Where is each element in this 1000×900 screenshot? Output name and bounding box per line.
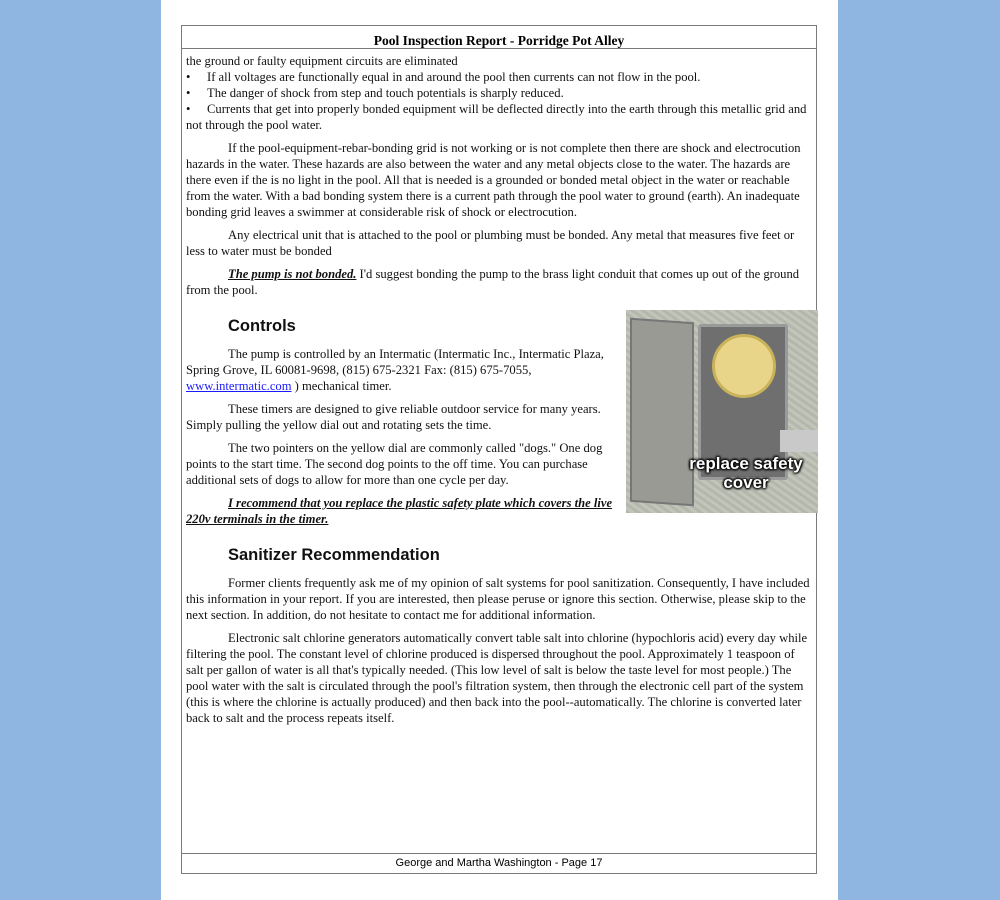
- timer-maker-text: The pump is controlled by an Intermatic (Intermatic Inc., Intermatic Plaza, Spring Grove, IL 60081-9698, (815) 675-2321 Fax: (815) 675-7055,: [186, 347, 604, 377]
- controls-section: [186, 316, 814, 527]
- timer-photo: [626, 310, 818, 513]
- pump-bonding-suggestion: I'd suggest bonding the pump to the brass light conduit that comes up out of the ground from the pool.: [186, 267, 800, 297]
- bullet-text: If all voltages are functionally equal in and around the pool then currents can not flow in the pool.: [207, 70, 701, 84]
- bullet-text: Currents that get into properly bonded equipment will be deflected directly into the earth through this metallic grid and not through the pool water.: [186, 102, 807, 132]
- bullet-symbol: •: [186, 102, 191, 116]
- safety-plate-recommendation: I recommend that you replace the plastic safety plate which covers the live 220v terminals in the timer.: [186, 496, 613, 526]
- bullet-text: The danger of shock from step and touch potentials is sharply reduced.: [207, 86, 564, 100]
- report-body: [186, 53, 814, 733]
- bullet-symbol: •: [186, 86, 191, 100]
- yellow-dial: [712, 334, 776, 398]
- document-page: [161, 0, 838, 900]
- bullet-symbol: •: [186, 70, 191, 84]
- page-header: Pool Inspection Report - Porridge Pot Alley: [182, 26, 816, 49]
- intro-line: the ground or faulty equipment circuits are eliminated: [186, 54, 458, 68]
- page-frame: [181, 25, 817, 874]
- bonding-paragraph: If the pool-equipment-rebar-bonding grid is not working or is not complete then there are shock and electrocution hazards in the water. These hazards are also between the water and any metal objects close to the water. The hazards are there even if the is no light in the pool. All that is needed is a grounded or bonded metal object in the water or reachable from the water. With a bad bonding system there is a current path through the pool water to ground (earth). An inadequate bonding grid leaves a swimmer at considerable risk of shock or electrocution.: [186, 141, 801, 219]
- controls-text: [186, 316, 614, 527]
- sanitizer-heading: Sanitizer Recommendation: [228, 546, 440, 564]
- list-item: [186, 101, 814, 133]
- sanitizer-paragraph-2: Electronic salt chlorine generators automatically convert table salt into chlorine (hypochloris acid) every day while filtering the pool. The constant level of chlorine produced is dispersed throughout the pool. Approximately 1 teaspoon of salt per gallon of water is all that's typically needed. (This low level of salt is below the taste level for most people.) The pool water with the salt is circulated through the pool's filtration system, then through the electronic cell part of the system (this is where the chlorine is actually produced) and then back into the pool--automatically. The chlorine is converted later back to salt and the process repeats itself.: [186, 631, 808, 725]
- controls-paragraph-2: These timers are designed to give reliable outdoor service for many years. Simply pulling the yellow dial out and rotating sets the time.: [186, 402, 601, 432]
- controls-paragraph-3: The two pointers on the yellow dial are commonly called "dogs." One dog points to the start time. The second dog points to the off time. You can purchase additional sets of dogs to allow for more than one cycle per day.: [186, 441, 603, 487]
- list-item: [186, 69, 814, 85]
- list-item: [186, 85, 814, 101]
- photo-caption: replace safety cover: [689, 454, 803, 492]
- page-footer: George and Martha Washington - Page 17: [182, 853, 816, 874]
- timer-type-text: ) mechanical timer.: [291, 379, 392, 393]
- conduit: [780, 430, 818, 452]
- controls-paragraph-1: [186, 346, 614, 394]
- bonding-requirement-paragraph: Any electrical unit that is attached to the pool or plumbing must be bonded. Any metal that measures five feet or less to water must be bonded: [186, 228, 795, 258]
- intermatic-link[interactable]: www.intermatic.com: [186, 379, 292, 393]
- controls-heading: Controls: [228, 317, 296, 335]
- pump-bonding-paragraph: [186, 266, 814, 298]
- pump-not-bonded-finding: The pump is not bonded.: [228, 267, 357, 281]
- sanitizer-paragraph-1: Former clients frequently ask me of my opinion of salt systems for pool sanitization. Consequently, I have included this information in your report. If you are interested, then please peruse or ignore this section. Otherwise, please skip to the next section. In addition, do not hesitate to contact me for additional information.: [186, 576, 810, 622]
